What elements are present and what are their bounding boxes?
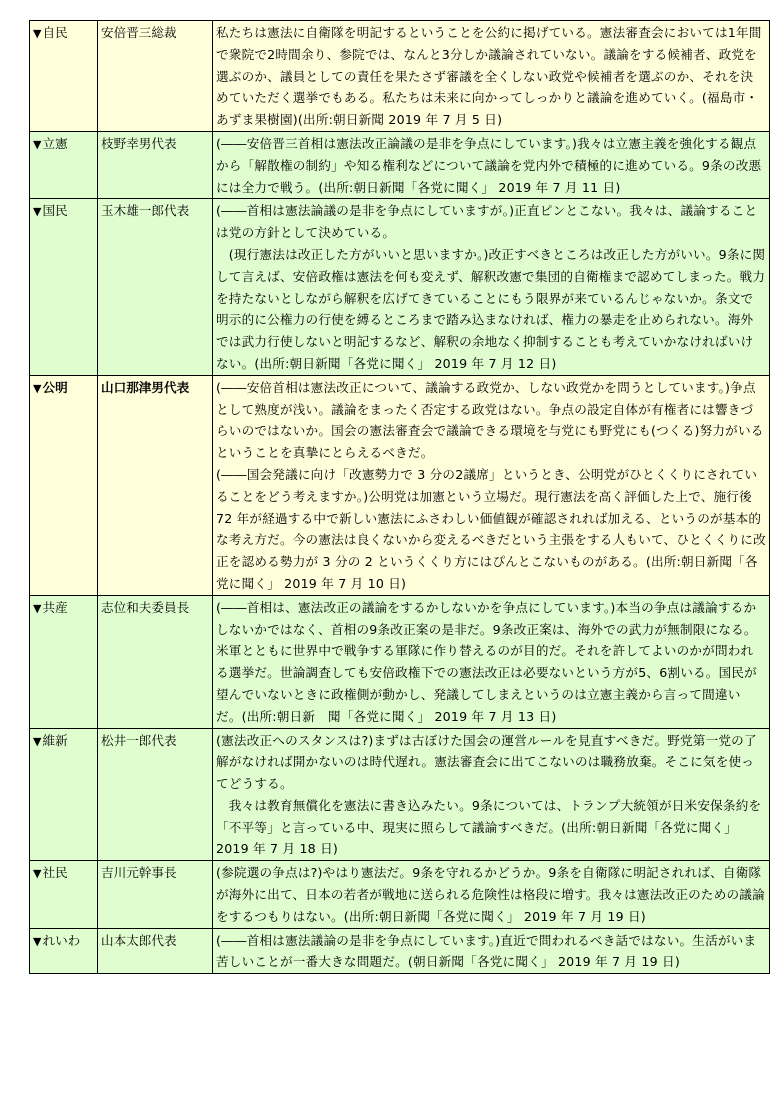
representative-cell: 安倍晋三総裁 [98,21,213,132]
representative-cell: 志位和夫委員長 [98,595,213,728]
statement-paragraph: (――首相は憲法議論の是非を争点にしています。)直近で問われるべき話ではない。生活がいま苦しいことが一番大きな問題だ。(朝日新聞「各党に聞く」 2019 年 7 月 19 日) [216,932,757,970]
party-cell [30,375,98,595]
triangle-down-icon: ▼ [33,734,42,748]
party-cell [30,861,98,928]
representative-cell: 枝野幸男代表 [98,131,213,198]
party-cell [30,199,98,375]
statement-paragraph: (現行憲法は改正した方がいいと思いますか。)改正すべきところは改正した方がいい。9条に関して言えば、安倍政権は憲法を何も変えず、解釈改憲で集団的自衛権まで認めてしまった。戦力を持たないとしながら解釈を広げてきていることにもう限界が来ているんじゃないか。条文で明示的に公権力の行使を縛るところまで踏み込まなければ、権力の暴走を止められない。海外では武力行使しないと明記するなど、解釈の余地なく抑制することも考えていかなければいけない。(出所:朝日新聞「各党に聞く」 2019 年 7 月 12 日) [216,246,766,371]
representative-cell: 松井一郎代表 [98,728,213,861]
statement-cell [213,861,770,928]
statement-paragraph: (――国会発議に向け「改憲勢力で 3 分の2議席」というとき、公明党がひとくくりにされていることをどう考えますか。)公明党は加憲という立場だ。現行憲法を高く評価した上で、施行後 72 年が経過する中で新しい憲法にふさわしい価値観が確認されれば加える、というのが基本的な考え方だ。今の憲法は良くないから変えるべきだという主張をする人もいて、ひとくくりに改正を認める勢力が 3 分の 2 というくくり方にはぴんとこないものがある。(出所:朝日新聞「各党に聞く」 2019 年 7 月 10 日) [216,466,766,591]
statement-paragraph: (――首相は、憲法改正の議論をするかしないかを争点にしています。)本当の争点は議論するかしないかではなく、首相の9条改正案の是非だ。9条改正案は、海外での武力が無制限になる。米軍とともに世界中で戦争する軍隊に作り替えるのが目的だ。それを許してよいのかが問われる選挙だ。世論調査しても安倍政権下での憲法改正は必要ないという方が5、6割いる。国民が望んでいないときに政権側が動かし、発議してしまえというのは立憲主義から言って間違いだ。(出所:朝日新 聞「各党に聞く」 2019 年 7 月 13 日) [216,599,757,724]
statement-cell [213,595,770,728]
table-row-3 [30,375,770,595]
statement-cell [213,928,770,974]
statement-cell [213,728,770,861]
table-row-5 [30,728,770,861]
table-row-1 [30,131,770,198]
party-cell [30,595,98,728]
party-name: 自民 [42,25,68,40]
statement-paragraph: (憲法改正へのスタンスは?)まずは古ぼけた国会の運営ルールを見直すべきだ。野党第一党の了解がなければ開かないのは時代遅れ。憲法審査会に出てこないのは職務放棄。そこに気を使ってどうする。 [216,732,757,792]
triangle-down-icon: ▼ [33,601,42,615]
statement-paragraph: 我々は教育無償化を憲法に書き込みたい。9条については、トランプ大統領が日米安保条約を「不平等」と言っている中、現実に照らして議論すべきだ。(出所:朝日新聞「各党に聞く」 2019 年 7 月 18 日) [216,797,762,857]
party-name: 立憲 [42,135,68,151]
party-name: 維新 [42,732,68,748]
triangle-down-icon: ▼ [33,381,42,395]
statement-cell [213,21,770,132]
party-name: 社民 [42,865,68,881]
table-row-7 [30,928,770,974]
table-row-6 [30,861,770,928]
representative-cell: 吉川元幹事長 [98,861,213,928]
statement-cell [213,131,770,198]
statement-paragraph: (――安倍晋三首相は憲法改正論議の是非を争点にしています。)我々は立憲主義を強化する観点から「解散権の制約」や知る権利などについて議論を党内外で積極的に進めている。9条の改悪には全力で戦う。(出所:朝日新聞「各党に聞く」 2019 年 7 月 11 日) [216,135,762,195]
party-statements-table [29,20,770,974]
triangle-down-icon: ▼ [33,137,42,151]
representative-cell: 玉木雄一郎代表 [98,199,213,375]
statement-paragraph: (参院選の争点は?)やはり憲法だ。9条を守れるかどうか。9条を自衛隊に明記されれば、自衛隊が海外に出て、日本の若者が戦地に送られる危険性は格段に増す。我々は憲法改正のための議論をするつもりはない。(出所:朝日新聞「各党に聞く」 2019 年 7 月 19 日) [216,865,765,924]
table-body [30,21,770,974]
table-row-4 [30,595,770,728]
statement-paragraph: 私たちは憲法に自衛隊を明記するということを公約に掲げている。憲法審査会においては1年間で衆院で2時間余り、参院では、なんと3分しか議論されていない。議論をする候補者、政党を選ぶのか、議員としての責任を果たさず審議を全くしない政党や候補者を選ぶのか、それを決めていただく選挙でもある。私たちは未来に向かってしっかりと議論を進めていく。(福島市・あずま果樹園)(出所:朝日新聞 2019 年 7 月 5 日) [216,25,762,128]
table-row-2 [30,199,770,375]
table-row-0 [30,21,770,132]
party-name: 共産 [42,599,68,615]
statement-cell [213,375,770,595]
party-name: 国民 [42,203,68,219]
representative-cell: 山本太郎代表 [98,928,213,974]
triangle-down-icon: ▼ [33,934,42,948]
party-name: れいわ [42,932,81,948]
party-cell [30,21,98,132]
party-name: 公明 [42,379,68,395]
statement-paragraph: (――安倍首相は憲法改正について、議論する政党か、しない政党かを問うとしています。)争点として熟度が浅い。議論をまったく否定する政党はない。争点の設定自体が有権者には響きづらいのではないか。国会の憲法審査会で議論できる環境を与党にも野党にも(つくる)努力がいるということを真摯にとらえるべきだ。 [216,379,764,461]
triangle-down-icon: ▼ [33,205,42,219]
statement-cell [213,199,770,375]
party-cell [30,728,98,861]
statement-paragraph: (――首相は憲法論議の是非を争点にしていますが。)正直ピンとこない。我々は、議論することは党の方針として決めている。 [216,203,758,241]
triangle-down-icon: ▼ [33,867,42,881]
party-cell [30,928,98,974]
representative-cell: 山口那津男代表 [98,375,213,595]
triangle-down-icon: ▼ [33,27,42,40]
party-cell [30,131,98,198]
